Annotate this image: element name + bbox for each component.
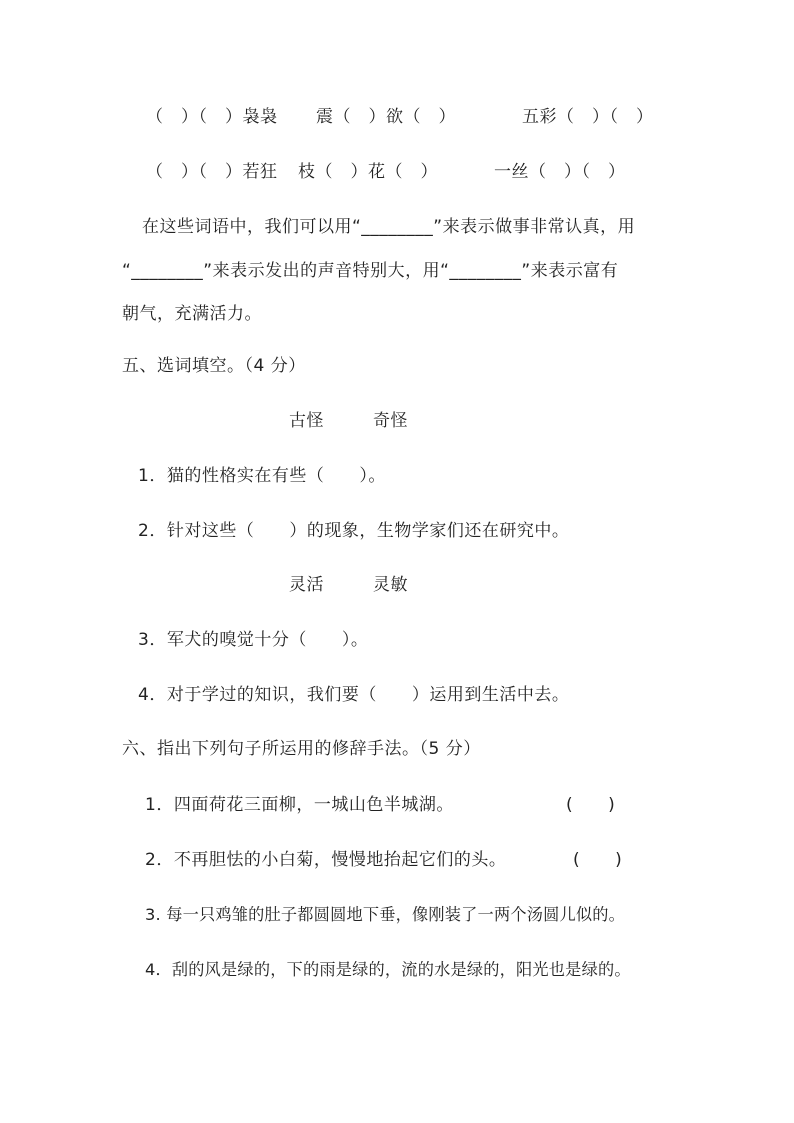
idiom-1c: 五彩（ ）（ ）	[522, 107, 654, 127]
idiom-2a: （ ）（ ）若狂	[146, 162, 278, 182]
fill-paragraph-line-1: 在这些词语中，我们可以用“________”来表示做事非常认真，用	[142, 217, 636, 237]
section6-item-2: 2．不再胆怯的小白菊，慢慢地抬起它们的头。	[145, 850, 507, 870]
section6-item-3: 3. 每一只鸡雏的肚子都圆圆地下垂，像刚装了一两个汤圆儿似的。	[145, 905, 626, 924]
section6-item-1-blank: ( )	[566, 795, 616, 815]
section6-item-2-blank: ( )	[573, 850, 623, 870]
section5-item-3: 3．军犬的嗅觉十分（ ）。	[138, 630, 369, 650]
section5-word-qiguai: 奇怪	[373, 411, 408, 431]
section6-heading: 六、指出下列句子所运用的修辞手法。（5 分）	[122, 739, 481, 759]
idiom-2c: 一丝（ ）（ ）	[494, 162, 626, 182]
section5-word-guguai: 古怪	[289, 411, 324, 431]
section5-word-linghuo: 灵活	[289, 575, 324, 595]
fill-paragraph-line-3: 朝气，充满活力。	[122, 304, 262, 324]
section5-item-4: 4．对于学过的知识，我们要（ ）运用到生活中去。	[138, 685, 570, 705]
section5-item-2: 2．针对这些（ ）的现象，生物学家们还在研究中。	[138, 521, 570, 541]
fill-paragraph-line-2: “________”来表示发出的声音特别大，用“________”来表示富有	[122, 261, 619, 281]
section5-heading: 五、选词填空。（4 分）	[122, 356, 306, 376]
idiom-1b: 震（ ）欲（ ）	[316, 107, 456, 127]
section6-item-1: 1．四面荷花三面柳，一城山色半城湖。	[145, 795, 454, 815]
idiom-1a: （ ）（ ）袅袅	[146, 107, 278, 127]
section5-word-lingmin: 灵敏	[373, 575, 408, 595]
section6-item-4: 4．刮的风是绿的，下的雨是绿的，流的水是绿的，阳光也是绿的。	[145, 960, 631, 979]
section5-item-1: 1．猫的性格实在有些（ ）。	[138, 466, 386, 486]
idiom-2b: 枝（ ）花（ ）	[298, 162, 438, 182]
